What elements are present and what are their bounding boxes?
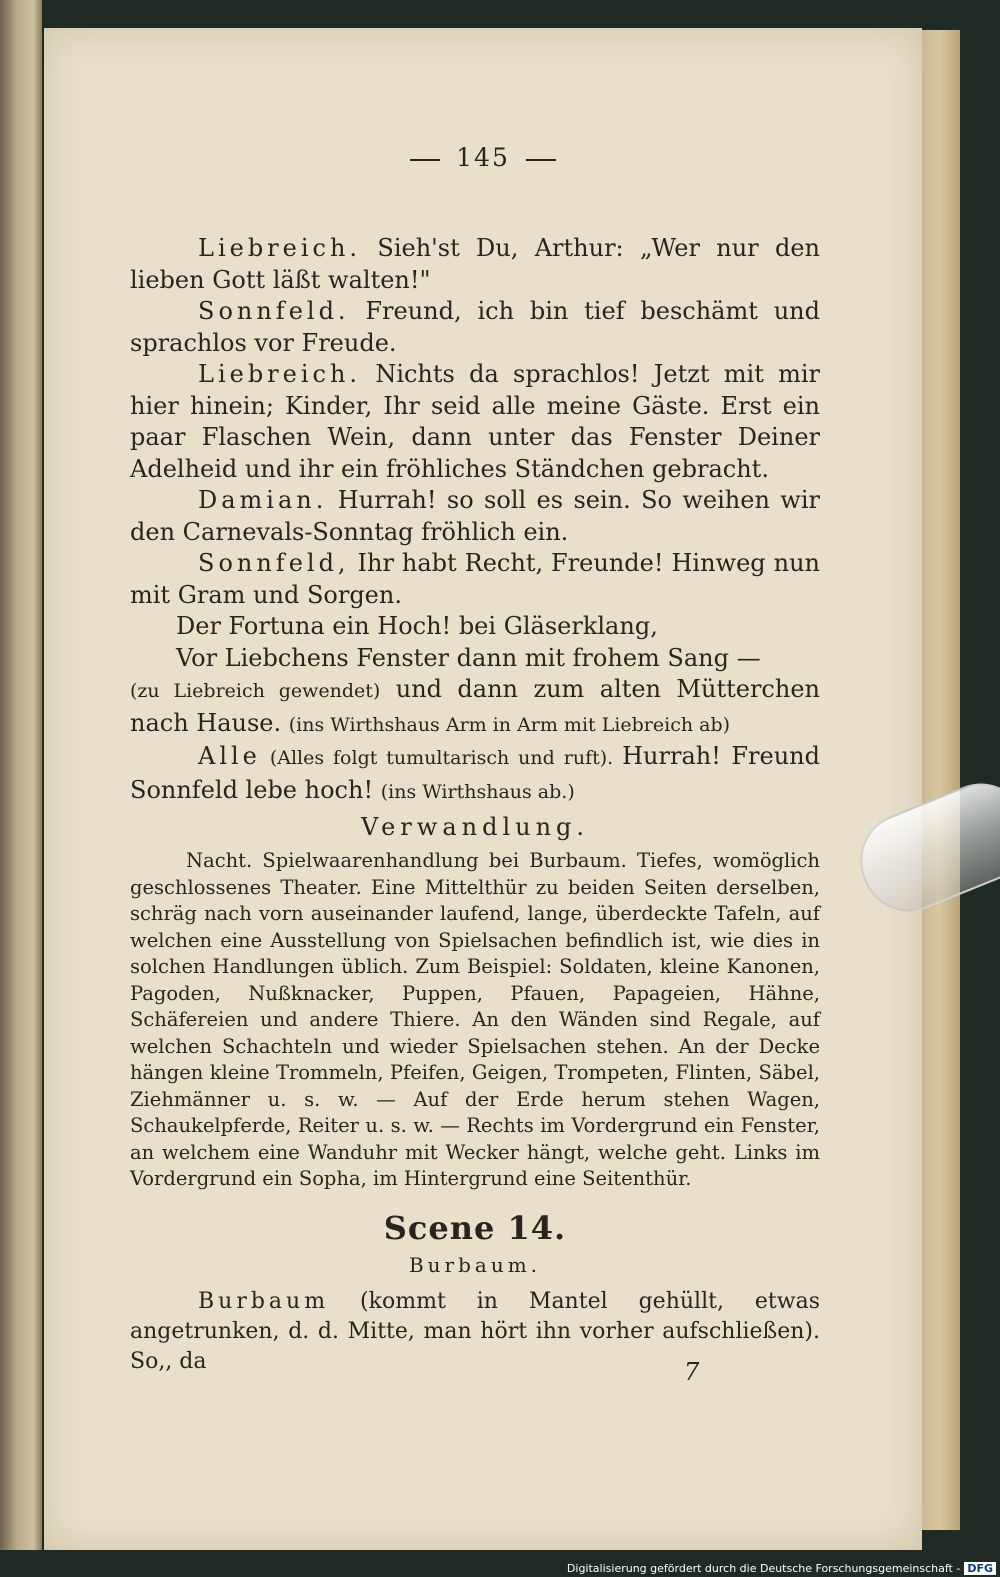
page-number: 145 [456, 143, 510, 172]
stage-direction: (ins Wirthshaus Arm in Arm mit Liebreich ab) [288, 713, 731, 736]
transformation-heading: Verwandlung. [360, 813, 590, 841]
speaker-name: Sonnfeld. [198, 297, 350, 325]
speaker-name: Sonnfeld, [198, 549, 350, 577]
dialogue-paragraph [130, 674, 820, 741]
dialogue-text: und dann zum alten Mütterchen nach Hause. [130, 675, 820, 737]
dialogue-text: Freund, ich bin tief beschämt und sprachlos vor Freude. [130, 297, 820, 357]
dialogue-text: Nichts da sprachlos! Jetzt mit mir hier hinein; Kinder, Ihr seid alle meine Gäste. Erst ein paar Flaschen Wein, dann unter das Fenster Deiner Adelheid und ihr ein fröhliches Ständchen gebracht. [130, 360, 820, 483]
verse-line: Der Fortuna ein Hoch! bei Gläserklang, [176, 612, 658, 640]
dfg-logo: DFG [964, 1562, 996, 1575]
scene-description: Nacht. Spielwaarenhandlung bei Burbaum. Tiefes, womöglich geschlossenes Theater. Eine Mittelthür zu beiden Seiten derselben, schräg nach vorn auseinander laufend, lange, überdeckte Tafeln, auf welchen eine Ausstellung von Spielsachen befindlich ist, wie dies in solchen Handlungen üblich. Zum Beispiel: Soldaten, kleine Kanonen, Pagoden, Nußknacker, Puppen, Pfauen, Papageien, Hähne, Schäfereien und andere Thiere. An den Wänden sind Regale, auf welchen Schachteln und wieder Spielsachen stehen. An der Decke hängen kleine Trommeln, Pfeifen, Geigen, Trompeten, Flinten, Säbel, Ziehmänner u. s. w. — Auf der Erde herum stehen Wagen, Schaukelpferde, Reiter u. s. w. — Rechts im Vordergrund ein Fenster, an welchem eine Wanduhr mit Wecker hängt, welche geht. Links im Vordergrund ein Sopha, im Hintergrund eine Seitenthür. [130, 849, 820, 1190]
dialogue-text: Hurrah! Freund Sonnfeld lebe hoch! [130, 742, 820, 804]
page-stack-edge [918, 30, 960, 1530]
dash-right [526, 159, 556, 161]
dialogue-text: (kommt in Mantel gehüllt, etwas angetrunken, d. d. Mitte, man hört ihn vorher aufschließen). So,, da [130, 1288, 820, 1374]
dialogue-text: Sieh'st Du, Arthur: „Wer nur den lieben Gott läßt walten!" [130, 234, 820, 294]
left-page-edge [0, 0, 42, 1550]
signature-mark: 7 [684, 1358, 700, 1386]
page-number-header [44, 143, 922, 172]
footer-credit [567, 1562, 996, 1575]
speaker-name: Burbaum [198, 1288, 330, 1314]
scene-persons: Burbaum. [408, 1252, 542, 1277]
dialogue-text: Hurrah! so soll es sein. So weihen wir den Carnevals-Sonntag fröhlich ein. [130, 486, 820, 546]
dialogue-paragraph [130, 296, 820, 359]
dialogue-paragraph [130, 1287, 820, 1377]
scene-title: Scene 14. [383, 1208, 567, 1247]
book-page [44, 28, 922, 1550]
stage-direction: (ins Wirthshaus ab.) [380, 780, 575, 803]
dialogue-paragraph [130, 485, 820, 548]
speaker-name: Alle [198, 742, 261, 770]
dash-left [410, 159, 440, 161]
speaker-name: Liebreich. [198, 234, 362, 262]
dialogue-text: Ihr habt Recht, Freunde! Hinweg nun mit Gram und Sorgen. [130, 549, 820, 609]
dialogue-paragraph [130, 548, 820, 611]
footer-text: Digitalisierung gefördert durch die Deutsche Forschungsgemeinschaft - [566, 1562, 961, 1575]
page-content [130, 233, 820, 1377]
dialogue-paragraph [130, 359, 820, 485]
speaker-name: Liebreich. [198, 360, 362, 388]
verse-line: Vor Liebchens Fenster dann mit frohem Sang — [176, 643, 761, 672]
stage-direction: (zu Liebreich gewendet) [130, 680, 381, 702]
dialogue-paragraph [130, 741, 820, 808]
speaker-name: Damian. [198, 486, 328, 514]
dialogue-paragraph [130, 233, 820, 296]
stage-direction: (Alles folgt tumultarisch und ruft). [260, 747, 623, 769]
